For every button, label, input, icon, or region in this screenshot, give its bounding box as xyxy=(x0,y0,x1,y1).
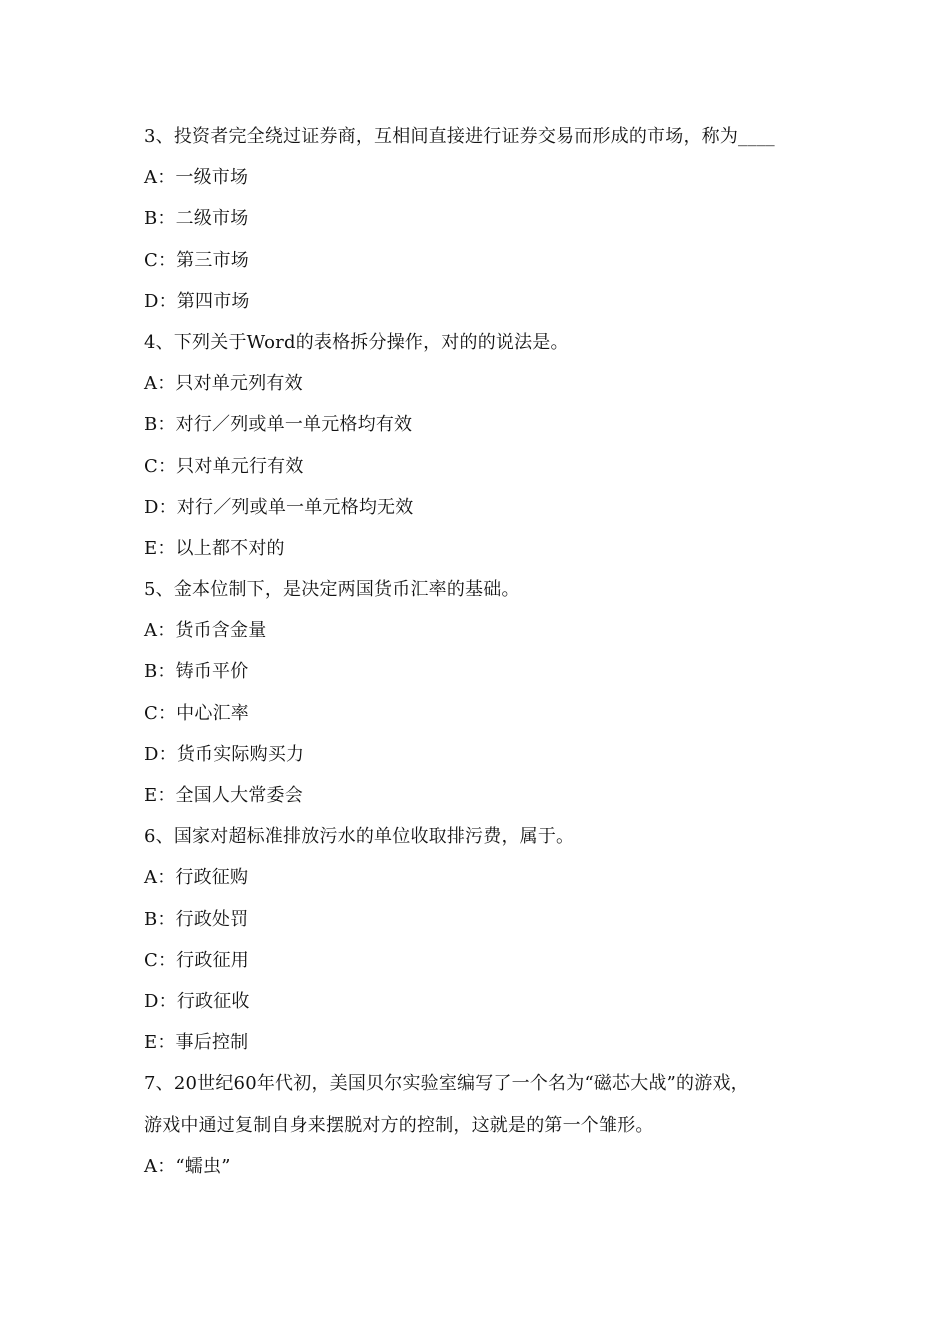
question-4-option-a: A：只对单元列有效 xyxy=(144,373,303,395)
question-5-option-a: A：货币含金量 xyxy=(144,620,267,642)
question-4-option-d: D：对行／列或单一单元格均无效 xyxy=(144,496,414,518)
question-5-stem: 5、金本位制下，是决定两国货币汇率的基础。 xyxy=(144,579,520,601)
question-6-option-e: E：事后控制 xyxy=(144,1032,249,1054)
question-6-option-a: A：行政征购 xyxy=(144,867,249,889)
question-3-option-a: A：一级市场 xyxy=(144,167,249,189)
question-4-option-b: B：对行／列或单一单元格均有效 xyxy=(144,414,413,436)
question-4-option-e: E：以上都不对的 xyxy=(144,537,285,559)
question-4-option-c: C：只对单元行有效 xyxy=(144,455,304,477)
question-list xyxy=(144,123,824,1194)
question-6-stem: 6、国家对超标准排放污水的单位收取排污费，属于。 xyxy=(144,826,575,848)
question-6-option-b: B：行政处罚 xyxy=(144,908,249,930)
question-5-option-c: C：中心汇率 xyxy=(144,702,249,724)
question-7-option-a: A：“蠕虫” xyxy=(144,1155,231,1177)
question-5-option-b: B：铸币平价 xyxy=(144,661,249,683)
question-3-option-c: C：第三市场 xyxy=(144,249,249,271)
question-6-option-d: D：行政征收 xyxy=(144,990,250,1012)
question-6-option-c: C：行政征用 xyxy=(144,949,249,971)
question-3-option-b: B：二级市场 xyxy=(144,208,249,230)
question-3-option-d: D：第四市场 xyxy=(144,290,250,312)
question-3-stem: 3、投资者完全绕过证券商，互相间直接进行证券交易而形成的市场，称为____ xyxy=(144,126,775,147)
question-5-option-e: E：全国人大常委会 xyxy=(144,785,303,806)
question-7-stem-line-2: 游戏中通过复制自身来摆脱对方的控制，这就是的第一个雏形。 xyxy=(144,1114,654,1136)
question-7-stem-line-1: 7、20世纪60年代初，美国贝尔实验室编写了一个名为“磁芯大战”的游戏， xyxy=(144,1073,749,1095)
question-5-option-d: D：货币实际购买力 xyxy=(144,743,305,765)
question-4-stem: 4、下列关于Word的表格拆分操作，对的的说法是。 xyxy=(144,331,569,353)
